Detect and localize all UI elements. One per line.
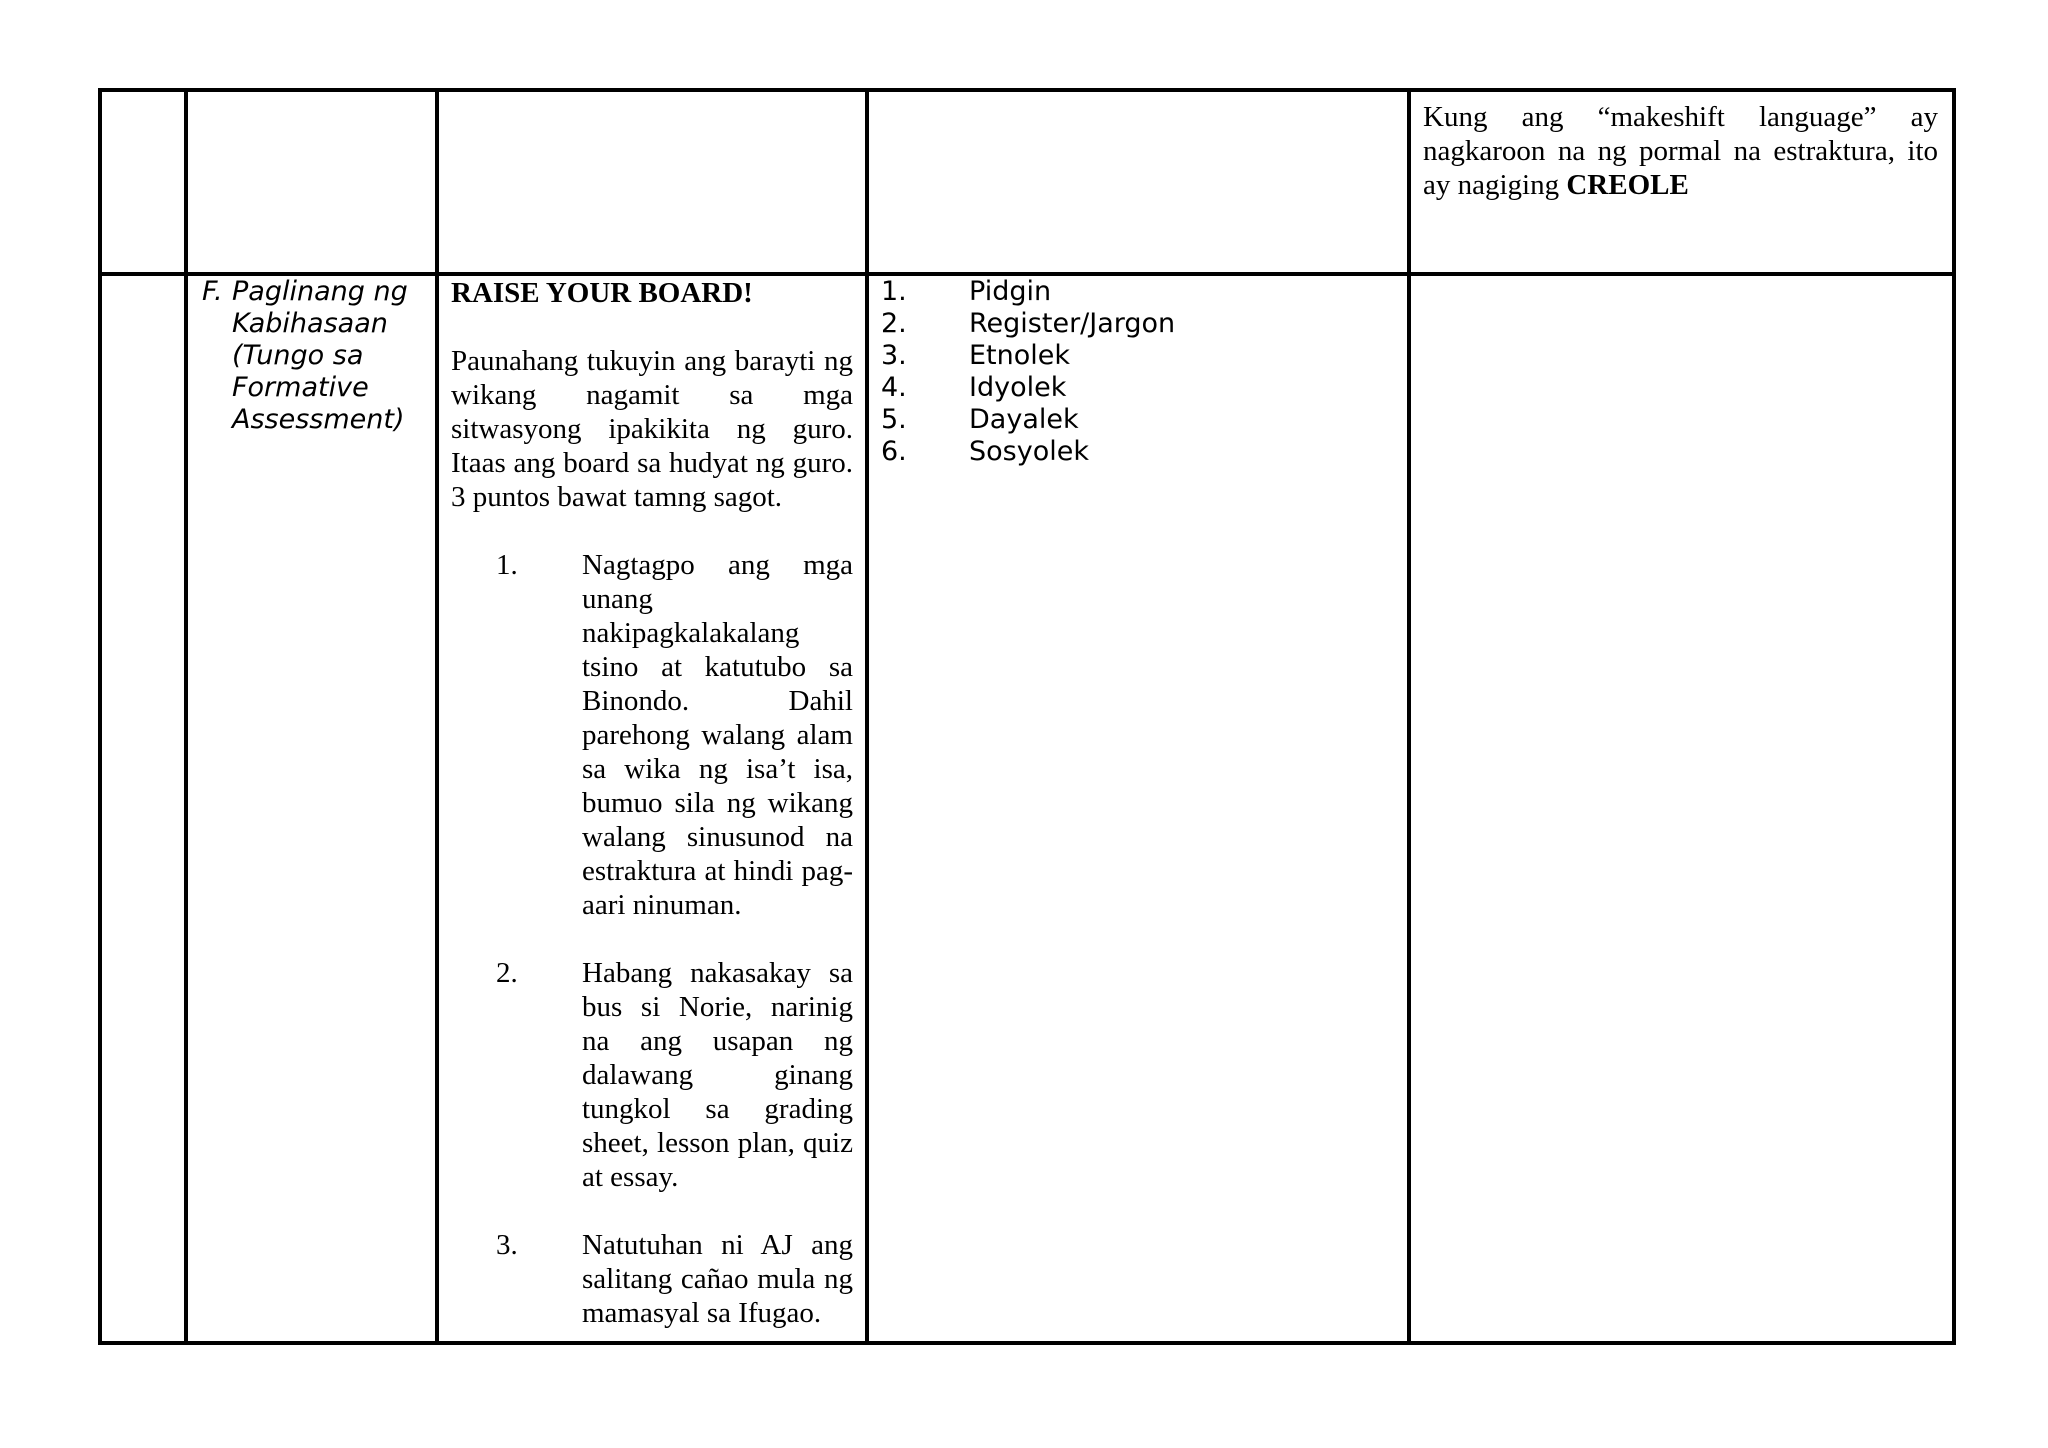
creole-note-cell <box>1409 90 1954 274</box>
list-item <box>881 276 1397 308</box>
creole-term: CREOLE <box>1566 169 1689 201</box>
table-cell <box>437 90 867 274</box>
situation-number: 2. <box>496 957 518 989</box>
list-item <box>881 372 1397 404</box>
list-item <box>881 340 1397 372</box>
table-cell <box>867 90 1409 274</box>
phase-line: Formative <box>232 372 369 403</box>
answer-list <box>869 276 1407 468</box>
phase-letter: F. <box>202 276 223 307</box>
list-item <box>451 548 853 922</box>
phase-line: Paglinang ng <box>232 276 408 307</box>
lesson-plan-table <box>98 88 1956 1345</box>
list-item <box>881 308 1397 340</box>
answer-number: 2. <box>881 308 907 339</box>
answers-cell <box>867 274 1409 1343</box>
phase-line: Assessment) <box>232 404 405 435</box>
answer-text: Pidgin <box>969 276 1052 307</box>
situation-number: 1. <box>496 549 518 581</box>
answer-text: Idyolek <box>969 372 1067 403</box>
table-row <box>100 90 1954 274</box>
phase-line: (Tungo sa <box>232 340 364 371</box>
answer-text: Etnolek <box>969 340 1071 371</box>
answer-number: 4. <box>881 372 907 403</box>
answer-number: 3. <box>881 340 907 371</box>
table-cell <box>186 90 437 274</box>
list-item <box>881 404 1397 436</box>
table-cell <box>100 90 186 274</box>
situation-text: Nagtagpo ang mga unang nakipagkalakalang tsino at katutubo sa Binondo. Dahil parehong walang alam sa wika ng isa’t isa, bumuo sila ng wikang walang sinusunod na estraktura at hindi pag-aari ninuman. <box>582 549 853 921</box>
creole-note-text: Kung ang “makeshift language” ay nagkaroon na ng pormal na estraktura, ito ay nagiging <box>1423 101 1938 201</box>
situation-number: 3. <box>496 1229 518 1261</box>
creole-note <box>1411 92 1952 202</box>
answer-number: 5. <box>881 404 907 435</box>
activity-cell <box>437 274 867 1343</box>
table-cell <box>1409 274 1954 1343</box>
list-item <box>451 956 853 1194</box>
list-item <box>451 1228 853 1330</box>
situation-text: Natutuhan ni AJ ang salitang cañao mula ng mamasyal sa Ifugao. <box>582 1229 853 1329</box>
activity <box>439 276 865 1330</box>
answer-text: Dayalek <box>969 404 1079 435</box>
answer-text: Sosyolek <box>969 436 1089 467</box>
answer-number: 1. <box>881 276 907 307</box>
phase-line: Kabihasaan <box>232 308 388 339</box>
answer-number: 6. <box>881 436 907 467</box>
table-cell <box>100 274 186 1343</box>
list-item <box>881 436 1397 468</box>
phase-cell <box>186 274 437 1343</box>
phase-heading <box>188 276 435 436</box>
situation-text: Habang nakasakay sa bus si Norie, narinig na ang usapan ng dalawang ginang tungkol sa grading sheet, lesson plan, quiz at essay. <box>582 957 853 1193</box>
activity-instructions: Paunahang tukuyin ang barayti ng wikang nagamit sa mga sitwasyong ipakikita ng guro. Itaas ang board sa hudyat ng guro. 3 puntos bawat tamng sagot. <box>451 345 853 513</box>
activity-title: RAISE YOUR BOARD! <box>451 277 753 309</box>
table-row <box>100 274 1954 1343</box>
answer-text: Register/Jargon <box>969 308 1176 339</box>
